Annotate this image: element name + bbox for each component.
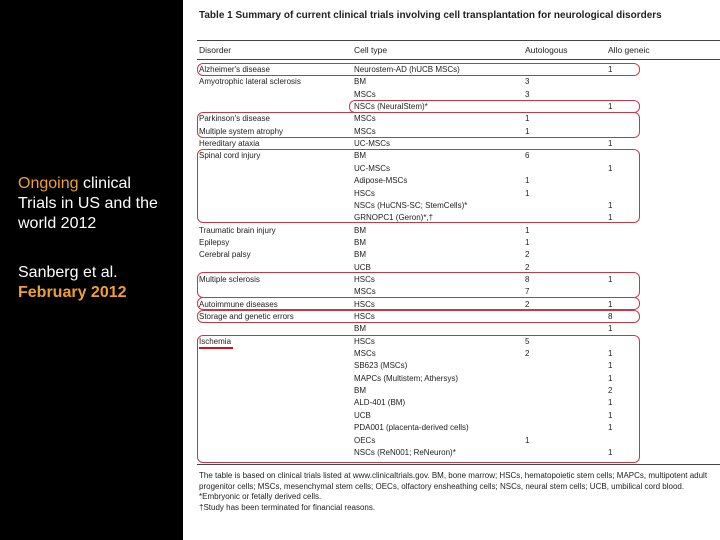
cell-type-cell: BM	[354, 237, 366, 247]
highlight-alzheimers	[197, 63, 640, 76]
disorder-cell: Parkinson's disease	[199, 114, 270, 124]
autologous-cell: 5	[525, 336, 530, 346]
citation-author: Sanberg et al.	[18, 264, 118, 281]
disorder-cell: Multiple system atrophy	[199, 126, 284, 136]
cell-type-cell: UCB	[354, 262, 371, 272]
cell-type-cell: NSCs (ReN001; ReNeuron)*	[354, 447, 456, 457]
cell-type-cell: HSCs	[354, 299, 375, 309]
slide-caption	[18, 174, 168, 234]
cell-type-cell: HSCs	[354, 336, 375, 346]
highlight-ischemia	[197, 335, 640, 463]
cell-type-cell: MSCs	[354, 349, 376, 359]
disorder-cell: Epilepsy	[199, 237, 230, 247]
autologous-cell: 3	[525, 77, 530, 87]
allogeneic-cell: 1	[608, 102, 613, 112]
cell-type-cell: BM	[354, 386, 366, 396]
table-row	[183, 237, 720, 249]
allogeneic-cell: 1	[608, 274, 613, 284]
cell-type-cell: MSCs	[354, 114, 376, 124]
highlight-multiple-sclerosis	[197, 272, 640, 298]
highlight-autoimmune	[197, 297, 640, 310]
disorder-cell: Cerebral palsy	[199, 250, 251, 260]
allogeneic-cell: 1	[608, 65, 613, 74]
disorder-cell: Amyotrophic lateral sclerosis	[199, 77, 301, 87]
cell-type-cell: UC-MSCs	[354, 139, 390, 149]
cell-type-cell: MSCs	[354, 89, 376, 99]
allogeneic-cell: 1	[608, 200, 613, 210]
cell-type-cell: NSCs (HuCNS-SC; StemCells)*	[354, 200, 468, 210]
table-row	[183, 323, 720, 335]
footnote-embryonic: *Embryonic or fetally derived cells.	[199, 492, 322, 501]
header-top-rule	[197, 40, 720, 41]
cell-type-cell: Neurostem-AD (hUCB MSCs)	[354, 65, 460, 74]
allogeneic-cell: 1	[608, 398, 613, 408]
allogeneic-cell: 2	[608, 386, 613, 396]
cell-type-cell: BM	[354, 324, 366, 334]
cell-type-cell: UCB	[354, 410, 371, 420]
cell-type-cell: BM	[354, 77, 366, 87]
allogeneic-cell: 1	[608, 349, 613, 359]
autologous-cell: 1	[525, 176, 530, 186]
disorder-cell: Traumatic brain injury	[199, 225, 276, 235]
cell-type-cell: MSCs	[354, 287, 376, 297]
cell-type-cell: UC-MSCs	[354, 163, 390, 173]
autologous-cell: 1	[525, 225, 530, 235]
header-cell-type: Cell type	[354, 45, 388, 55]
autologous-cell: 6	[525, 151, 530, 161]
table-footnotes	[199, 471, 711, 513]
disorder-cell: Multiple sclerosis	[199, 274, 260, 284]
cell-type-cell: BM	[354, 225, 366, 235]
autologous-cell: 2	[525, 262, 530, 272]
cell-type-cell: NSCs (NeuralStem)*	[354, 102, 428, 112]
ongoing-word: Ongoing	[18, 175, 79, 192]
autologous-cell: 1	[525, 435, 530, 445]
table-row	[183, 249, 720, 261]
highlight-storage	[197, 310, 640, 323]
cell-type-cell: SB623 (MSCs)	[354, 361, 408, 371]
autologous-cell: 1	[525, 237, 530, 247]
cell-type-cell: ALD-401 (BM)	[354, 398, 406, 408]
allogeneic-cell: 1	[608, 373, 613, 383]
cell-type-cell: HSCs	[354, 274, 375, 284]
header-allogeneic: Allo geneic	[608, 45, 650, 55]
autologous-cell: 2	[525, 349, 530, 359]
allogeneic-cell: 1	[608, 299, 613, 309]
allogeneic-cell: 1	[608, 163, 613, 173]
allogeneic-cell: 1	[608, 324, 613, 334]
allogeneic-cell: 1	[608, 410, 613, 420]
cell-type-cell: HSCs	[354, 188, 375, 198]
footnote-main: The table is based on clinical trials listed at www.clinicaltrials.gov. BM, bone marrow; HSCs, hematopoietic stem cells; MAPCs, multipotent adult progenitor cells; MSCs, mesenchymal stem cells; OECs, olfactory ensheathing cells; NSCs, neural stem cells; UCB, umbilical cord blood.	[199, 471, 708, 491]
table-row	[183, 76, 720, 88]
allogeneic-cell: 1	[608, 361, 613, 371]
citation-date: February 2012	[18, 284, 127, 301]
allogeneic-cell: 1	[608, 423, 613, 433]
autologous-cell: 1	[525, 126, 530, 136]
autologous-cell: 8	[525, 274, 530, 284]
cell-type-cell: HSCs	[354, 312, 375, 321]
highlight-spinal-cord	[197, 149, 640, 223]
header-disorder: Disorder	[199, 45, 232, 55]
disorder-cell: Alzheimer's disease	[199, 65, 270, 74]
autologous-cell: 2	[525, 250, 530, 260]
cell-type-cell: BM	[354, 250, 366, 260]
cell-type-cell: PDA001 (placenta-derived cells)	[354, 423, 469, 433]
disorder-cell: Ischemia	[199, 336, 232, 346]
cell-type-cell: MSCs	[354, 126, 376, 136]
footnote-terminated: †Study has been terminated for financial reasons.	[199, 502, 376, 512]
autologous-cell: 1	[525, 114, 530, 124]
autologous-cell: 2	[525, 299, 530, 309]
slide-citation	[18, 263, 168, 303]
cell-type-cell: MAPCs (Multistem; Athersys)	[354, 373, 459, 383]
ischemia-underline	[199, 347, 233, 349]
disorder-cell: Spinal cord injury	[199, 151, 261, 161]
autologous-cell: 7	[525, 287, 530, 297]
disorder-cell: Storage and genetic errors	[199, 312, 294, 321]
header-autologous: Autologous	[525, 45, 568, 55]
autologous-cell: 1	[525, 188, 530, 198]
table-bottom-rule	[197, 464, 720, 465]
cell-type-cell: GRNOPC1 (Geron)*,†	[354, 213, 434, 223]
cell-type-cell: Adipose-MSCs	[354, 176, 408, 186]
highlight-parkinsons	[197, 112, 640, 138]
allogeneic-cell: 1	[608, 213, 613, 223]
autologous-cell: 3	[525, 89, 530, 99]
caption-headline: clinical Trials in US and the world 2012	[18, 175, 158, 232]
table-row	[183, 225, 720, 237]
cell-type-cell: BM	[354, 151, 366, 161]
disorder-cell: Hereditary ataxia	[199, 139, 260, 149]
allogeneic-cell: 8	[608, 312, 613, 321]
allogeneic-cell: 1	[608, 447, 613, 457]
allogeneic-cell: 1	[608, 139, 613, 149]
disorder-cell: Autoimmune diseases	[199, 299, 278, 309]
cell-type-cell: OECs	[354, 435, 376, 445]
header-bottom-rule	[197, 59, 720, 60]
table-document	[183, 0, 720, 540]
table-title: Table 1 Summary of current clinical trials involving cell transplantation for neurological disorders	[199, 10, 662, 21]
